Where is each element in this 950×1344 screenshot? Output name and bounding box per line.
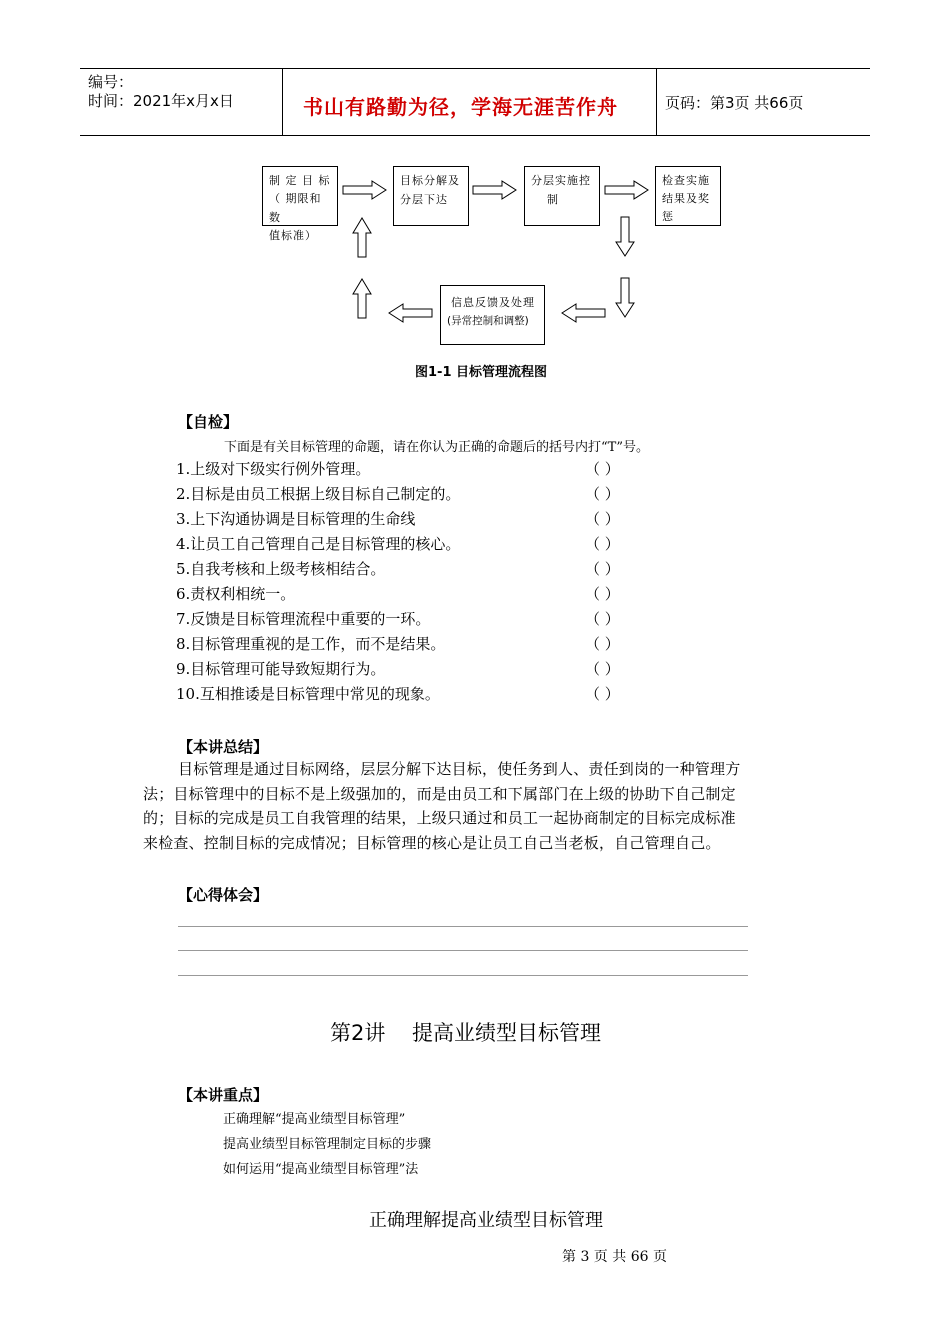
arrow-up-2 [353,218,371,257]
flow-box-text: 制 定 目 标 [269,174,331,187]
summary-line: 的；目标的完成是员工自我管理的结果，上级只通过和员工一起协商制定的目标完成标准 [143,809,736,827]
flow-box-feedback [440,285,545,345]
reflection-line-1[interactable] [178,926,748,927]
header-time-label: 时间：2021年x月x日 [88,92,234,110]
self-check-intro: 下面是有关目标管理的命题，请在你认为正确的命题后的括号内打“T”号。 [224,440,649,455]
flow-box-implement [524,166,600,226]
summary-paragraph [143,757,808,855]
arrow-left-2 [389,304,432,322]
key-point-item: 正确理解“提高业绩型目标管理” [223,1112,406,1127]
flow-box-set-goals [262,166,338,242]
summary-line: 来检查、控制目标的完成情况；目标管理的核心是让员工自己当老板，自己管理自己。 [143,833,721,852]
question-item: 8.目标管理重视的是工作，而不是结果。 [176,635,446,653]
reflection-line-2[interactable] [178,950,748,951]
question-item: 3.上下沟通协调是目标管理的生命线 [176,510,416,528]
section-subtitle: 正确理解提高业绩型目标管理 [369,1210,603,1231]
question-item: 2.目标是由员工根据上级目标自己制定的。 [176,485,461,503]
lecture-title: 第2讲 提高业绩型目标管理 [330,1021,602,1045]
arrow-up-1 [353,279,371,318]
key-point-item: 如何运用“提高业绩型目标管理”法 [223,1162,419,1177]
self-check-title: 【自检】 [178,413,239,431]
answer-parens[interactable]: （ ） [585,510,620,528]
flow-box-text: (异常控制和调整) [447,315,529,327]
answer-parens[interactable]: （ ） [585,635,620,653]
question-item: 6.责权利相统一。 [176,585,296,603]
flow-box-text: 结果及奖 [662,192,710,205]
answer-parens[interactable]: （ ） [585,535,620,553]
flow-box-text: 目标分解及 [400,174,460,187]
reflection-title: 【心得体会】 [178,886,269,904]
question-item: 1.上级对下级实行例外管理。 [176,460,371,478]
summary-line: 法；目标管理中的目标不是上级强加的，而是由员工和下属部门在上级的协助下自己制定 [143,784,736,803]
key-points-title: 【本讲重点】 [178,1086,269,1104]
question-item: 4.让员工自己管理自己是目标管理的核心。 [176,535,461,553]
answer-parens[interactable]: （ ） [585,660,620,678]
answer-parens[interactable]: （ ） [585,685,620,703]
reflection-line-3[interactable] [178,975,748,976]
question-item: 10.互相推诿是目标管理中常见的现象。 [176,685,440,703]
question-item: 7.反馈是目标管理流程中重要的一环。 [176,610,431,628]
header-number-label: 编号： [88,73,134,91]
summary-title: 【本讲总结】 [178,738,269,756]
flow-box-text: 检查实施 [662,174,710,187]
flow-box-text: 信息反馈及处理 [451,296,535,309]
flow-box-text: 分层下达 [400,193,448,206]
question-item: 5.自我考核和上级考核相结合。 [176,560,386,578]
header-page-info: 页码：第3页 共66页 [665,94,804,112]
arrow-right-2 [473,181,516,199]
answer-parens[interactable]: （ ） [585,485,620,503]
arrow-right-1 [343,181,386,199]
header-motto: 书山有路勤为径，学海无涯苦作舟 [303,95,618,119]
flow-box-text: （ 期限和数 [269,192,322,224]
flow-box-text: 分层实施控 [531,174,591,187]
flow-box-text: 惩 [662,210,674,223]
key-point-item: 提高业绩型目标管理制定目标的步骤 [223,1137,432,1152]
question-item: 9.目标管理可能导致短期行为。 [176,660,386,678]
flow-box-text: 制 [547,193,559,206]
flow-box-check-results [655,166,721,226]
arrow-left-1 [562,304,605,322]
answer-parens[interactable]: （ ） [585,460,620,478]
answer-parens[interactable]: （ ） [585,560,620,578]
figure-caption: 图1-1 目标管理流程图 [415,365,548,380]
arrow-down-1 [616,217,634,256]
summary-line: 目标管理是通过目标网络，层层分解下达目标，使任务到人、责任到岗的一种管理方 [178,760,741,778]
page-footer: 第 3 页 共 66 页 [562,1249,667,1265]
arrow-right-3 [605,181,648,199]
arrow-down-2 [616,278,634,317]
flow-box-text: 值标准） [269,229,317,242]
answer-parens[interactable]: （ ） [585,585,620,603]
flow-box-decompose [393,166,469,226]
answer-parens[interactable]: （ ） [585,610,620,628]
